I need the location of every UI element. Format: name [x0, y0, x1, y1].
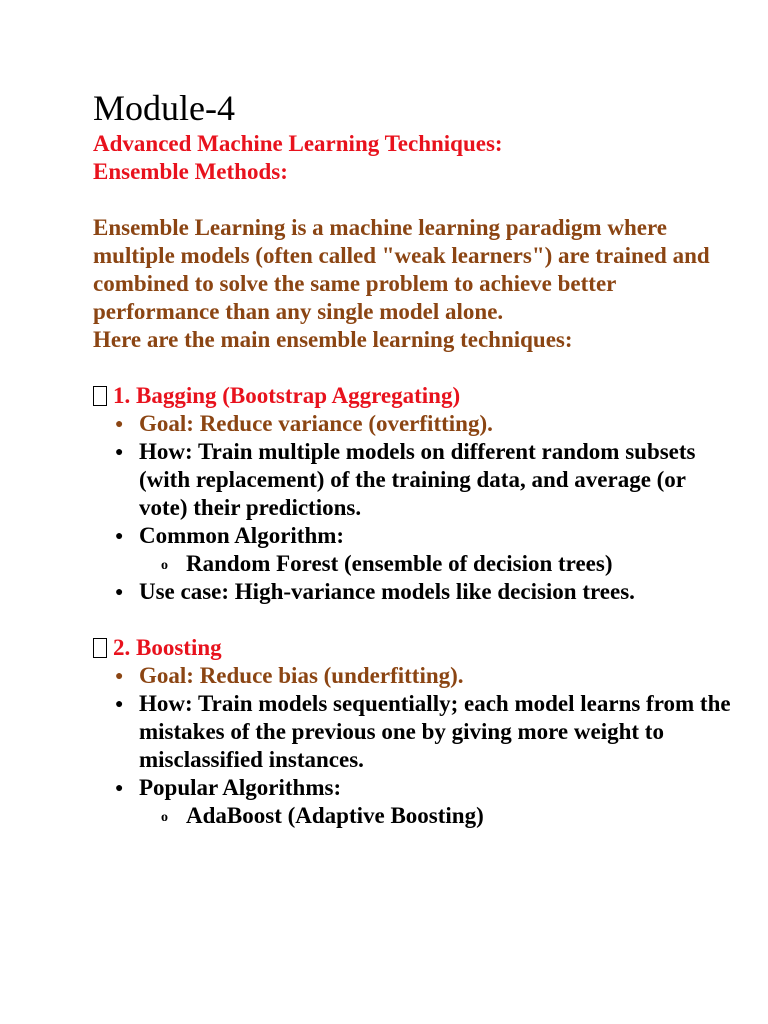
- boosting-algo-sublist: [93, 802, 733, 830]
- missing-glyph-icon: [93, 386, 107, 406]
- document-content: [93, 86, 733, 830]
- circle-bullet-icon: o: [161, 810, 168, 825]
- algo-label: Popular Algorithms:: [139, 775, 342, 800]
- bullet-icon: ●: [115, 417, 124, 432]
- algo-text: Random Forest (ensemble of decision trees): [186, 551, 613, 576]
- boosting-bullet-list: [93, 662, 733, 802]
- circle-bullet-icon: o: [161, 558, 168, 573]
- list-item: [93, 662, 733, 690]
- section-heading-text: 1. Bagging (Bootstrap Aggregating): [113, 383, 461, 408]
- list-item: [93, 774, 733, 802]
- list-item: [93, 522, 733, 550]
- goal-text: Goal: Reduce bias (underfitting).: [139, 663, 464, 688]
- bullet-icon: ●: [115, 585, 124, 600]
- section-heading-text: 2. Boosting: [113, 635, 222, 660]
- how-text: How: Train models sequentially; each model learns from the mistakes of the previous one by giving more weight to misclassified instances.: [139, 691, 731, 772]
- missing-glyph-icon: [93, 638, 107, 658]
- bullet-icon: ●: [115, 781, 124, 796]
- use-case-text: Use case: High-variance models like decision trees.: [139, 579, 635, 604]
- list-item: [93, 438, 733, 522]
- list-item: [93, 550, 733, 578]
- subtitle-line-2: Ensemble Methods:: [93, 159, 288, 184]
- subtitle-line-1: Advanced Machine Learning Techniques:: [93, 131, 503, 156]
- how-text: How: Train multiple models on different random subsets (with replacement) of the training data, and average (or vote) their predictions.: [139, 439, 696, 520]
- bagging-bullet-list-2: [93, 578, 733, 606]
- algo-label: Common Algorithm:: [139, 523, 345, 548]
- list-item: [93, 410, 733, 438]
- section-heading-boosting: [93, 634, 733, 662]
- bagging-algo-sublist: [93, 550, 733, 578]
- list-item: [93, 802, 733, 830]
- list-item: [93, 690, 733, 774]
- module-title: Module-4: [93, 88, 235, 128]
- bullet-icon: ●: [115, 445, 124, 460]
- intro-paragraph: Ensemble Learning is a machine learning paradigm where multiple models (often called "weak learners") are trained and combined to solve the same problem to achieve better performance than any single model alone.: [93, 215, 710, 324]
- section-heading-bagging: [93, 382, 733, 410]
- algo-text: AdaBoost (Adaptive Boosting): [186, 803, 484, 828]
- list-item: [93, 578, 733, 606]
- bagging-bullet-list: [93, 410, 733, 550]
- bullet-icon: ●: [115, 669, 124, 684]
- bullet-icon: ●: [115, 697, 124, 712]
- goal-text: Goal: Reduce variance (overfitting).: [139, 411, 493, 436]
- bullet-icon: ●: [115, 529, 124, 544]
- intro-lead: Here are the main ensemble learning techniques:: [93, 327, 573, 352]
